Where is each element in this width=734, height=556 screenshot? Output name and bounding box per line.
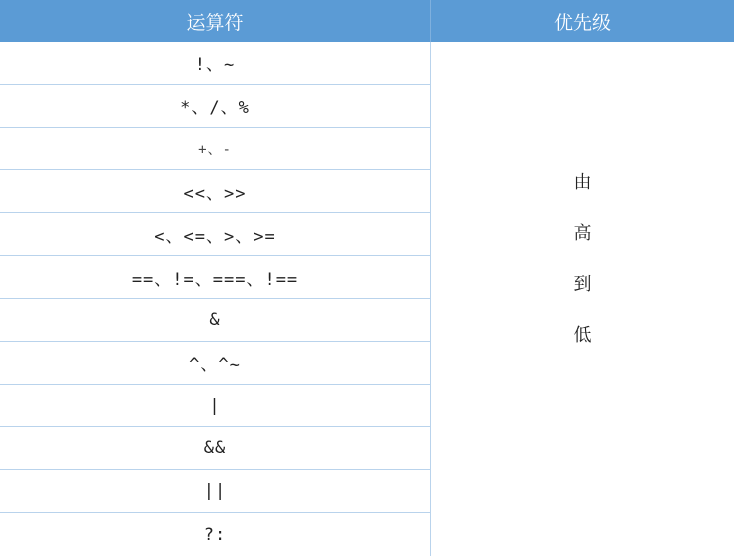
- operator-cell: &: [209, 309, 221, 330]
- table-row: [0, 342, 430, 385]
- table-row: [0, 128, 430, 171]
- operator-cell: |: [209, 395, 221, 416]
- operator-cell: <、<=、>、>=: [154, 226, 276, 247]
- operator-cell: <<、>>: [183, 183, 247, 204]
- table-row: [0, 513, 430, 556]
- priority-text: [574, 157, 592, 361]
- header-operator: [0, 0, 431, 42]
- operator-cell: ?:: [203, 524, 227, 545]
- table-row: [0, 256, 430, 299]
- operator-cell: !、~: [194, 55, 236, 76]
- header-operator-label: 运算符: [186, 11, 244, 34]
- header-priority: [431, 0, 734, 42]
- table-row: [0, 213, 430, 256]
- priority-column: [431, 42, 734, 556]
- operator-cell: &&: [203, 438, 227, 459]
- table-row: [0, 85, 430, 128]
- priority-char: 高: [573, 223, 592, 244]
- operator-cell: ||: [203, 481, 227, 502]
- table-row: [0, 299, 430, 342]
- operator-cell: *、/、%: [180, 98, 250, 119]
- operator-cell: ^、^~: [189, 355, 241, 376]
- operator-cell: +、-: [198, 141, 232, 158]
- table-row: [0, 42, 430, 85]
- table-row: [0, 385, 430, 428]
- table-row: [0, 170, 430, 213]
- header-priority-label: 优先级: [553, 11, 611, 34]
- priority-char: 由: [573, 172, 592, 193]
- priority-char: 低: [573, 325, 592, 346]
- operator-cell: ==、!=、===、!==: [131, 269, 299, 290]
- table-row: [0, 427, 430, 470]
- table-row: [0, 470, 430, 513]
- priority-char: 到: [573, 274, 592, 295]
- operator-column: [0, 42, 431, 556]
